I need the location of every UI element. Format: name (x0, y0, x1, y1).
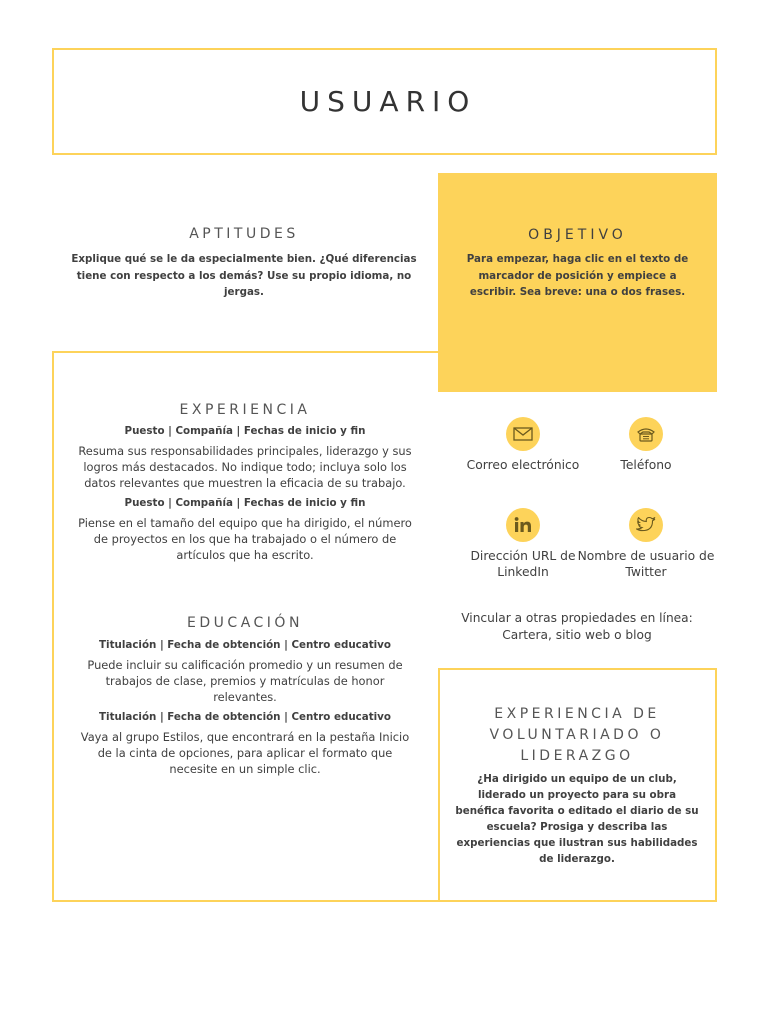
twitter-label[interactable]: Nombre de usuario de Twitter (577, 549, 715, 579)
twitter-bird-icon (629, 508, 663, 542)
online-links-section (452, 610, 702, 643)
skills-text[interactable]: Explique qué se le da especialmente bien. ¿Qué diferencias tiene con respecto a los demás? Use su propio idioma, no jergas. (71, 253, 417, 298)
contact-twitter (576, 508, 716, 580)
objective-section (438, 173, 717, 392)
online-links-text[interactable]: Vincular a otras propiedades en línea: Cartera, sitio web o blog (461, 611, 693, 642)
experience-entry-text[interactable]: Piense en el tamaño del equipo que ha dirigido, el número de proyectos en los que ha trabajado o el número de artículos que ha escrito. (78, 515, 412, 563)
phone-label[interactable]: Teléfono (620, 458, 672, 472)
objective-text[interactable]: Para empezar, haga clic en el texto de marcador de posición y empiece a escribir. Sea breve: una o dos frases. (466, 253, 689, 298)
name-header-box (52, 48, 717, 155)
skills-section (70, 226, 418, 301)
email-label[interactable]: Correo electrónico (466, 458, 580, 472)
linkedin-label[interactable]: Dirección URL de LinkedIn (470, 549, 576, 579)
experience-heading[interactable]: EXPERIENCIA (179, 402, 311, 418)
experience-entry-title[interactable]: Puesto | Compañía | Fechas de inicio y fin (124, 497, 366, 510)
contact-phone (576, 417, 716, 473)
leadership-text[interactable]: ¿Ha dirigido un equipo de un club, liderado un proyecto para su obra benéfica favorita o editado el diario de su escuela? Prosiga y describa las experiencias que ilustran sus habilidades de liderazgo. (455, 773, 699, 865)
telephone-icon (629, 417, 663, 451)
experience-entry-title[interactable]: Puesto | Compañía | Fechas de inicio y fin (124, 425, 366, 437)
education-entry-title[interactable]: Titulación | Fecha de obtención | Centro educativo (99, 639, 391, 651)
education-entry-text[interactable]: Puede incluir su calificación promedio y un resumen de trabajos de clase, premios y matrículas de honor relevantes. (87, 657, 403, 705)
education-entry-text[interactable]: Vaya al grupo Estilos, que encontrará en la pestaña Inicio de la cinta de opciones, para aplicar el formato que necesite en un simple clic. (80, 729, 410, 777)
experience-section (74, 402, 416, 568)
education-heading[interactable]: EDUCACIÓN (187, 615, 303, 631)
experience-entry-text[interactable]: Resuma sus responsabilidades principales, liderazgo y sus logros más destacados. No indique todo; incluya solo los datos relevantes que muestren la eficacia de su trabajo. (78, 443, 412, 491)
objective-heading[interactable]: OBJETIVO (528, 227, 627, 243)
skills-heading[interactable]: APTITUDES (189, 226, 299, 242)
user-name[interactable]: USUARIO (299, 85, 477, 118)
contact-email (453, 417, 593, 473)
education-entry-title[interactable]: Titulación | Fecha de obtención | Centro educativo (99, 711, 391, 724)
envelope-icon (506, 417, 540, 451)
education-section (74, 615, 416, 782)
linkedin-icon (506, 508, 540, 542)
leadership-heading[interactable]: EXPERIENCIA DE VOLUNTARIADO O LIDERAZGO (489, 706, 665, 764)
leadership-section (454, 704, 700, 867)
contact-linkedin (453, 508, 593, 580)
